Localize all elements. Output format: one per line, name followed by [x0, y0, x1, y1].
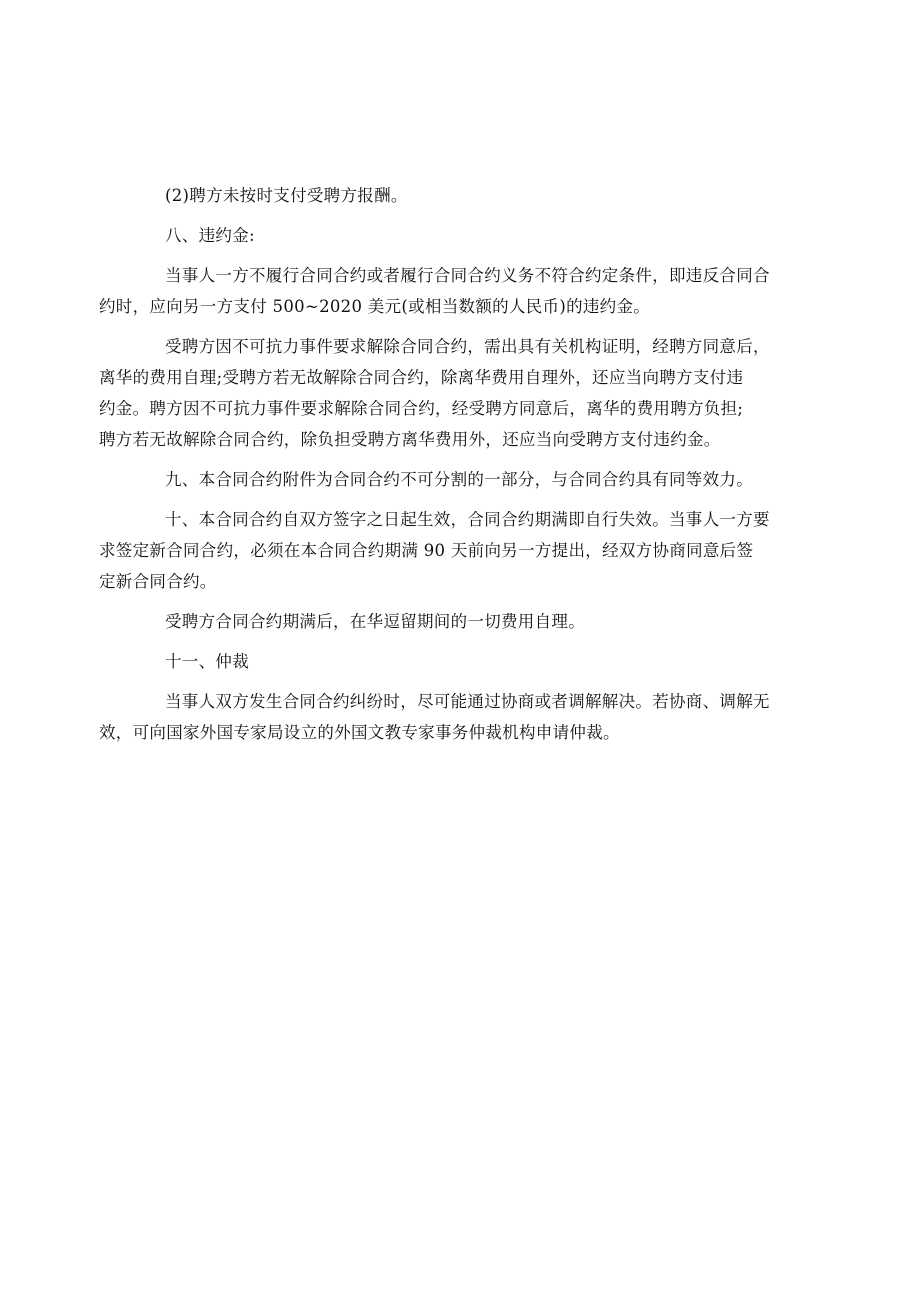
paragraph-clause-10-expenses	[132, 606, 788, 637]
text-line: 求签定新合同合约，必须在本合同合约期满 90 天前向另一方提出，经双方协商同意后签	[99, 541, 754, 560]
text-line: 当事人双方发生合同合约纠纷时，尽可能通过协商或者调解解决。若协商、调解无	[165, 692, 770, 711]
text-line: 当事人一方不履行合同合约或者履行合同合约义务不符合约定条件，即违反合同合	[165, 266, 770, 285]
text-line: 十一、仲裁	[165, 652, 249, 671]
heading-clause-8	[132, 220, 788, 251]
text-line: 聘方若无故解除合同合约，除负担受聘方离华费用外，还应当向受聘方支付违约金。	[99, 430, 721, 449]
text-line: 效，可向国家外国专家局设立的外国文教专家事务仲裁机构申请仲裁。	[99, 723, 620, 742]
heading-clause-11	[132, 646, 788, 677]
text-line: 定新合同合约。	[99, 572, 217, 591]
paragraph-clause-10	[99, 504, 788, 597]
text-line: 十、本合同合约自双方签字之日起生效，合同合约期满即自行失效。当事人一方要	[165, 510, 770, 529]
text-line: 约时，应向另一方支付 500~2020 美元(或相当数额的人民币)的违约金。	[99, 297, 651, 316]
text-line: 受聘方合同合约期满后，在华逗留期间的一切费用自理。	[165, 612, 585, 631]
paragraph-clause-11-arbitration	[99, 686, 788, 748]
text-line: 八、违约金:	[165, 226, 255, 245]
text-line: 约金。聘方因不可抗力事件要求解除合同合约，经受聘方同意后，离华的费用聘方负担;	[99, 399, 744, 418]
text-line: 九、本合同合约附件为合同合约不可分割的一部分，与合同合约具有同等效力。	[165, 470, 753, 489]
paragraph-clause-8-penalty	[99, 260, 788, 322]
paragraph-clause-7-item-2	[132, 180, 788, 211]
text-line: 受聘方因不可抗力事件要求解除合同合约，需出具有关机构证明，经聘方同意后，	[165, 337, 770, 356]
paragraph-clause-8-termination	[99, 331, 788, 455]
paragraph-clause-9	[132, 464, 788, 495]
text-line: (2)聘方未按时支付受聘方报酬。	[165, 186, 408, 205]
text-line: 离华的费用自理;受聘方若无故解除合同合约，除离华费用自理外，还应当向聘方支付违	[99, 368, 744, 387]
document-body	[99, 180, 788, 757]
